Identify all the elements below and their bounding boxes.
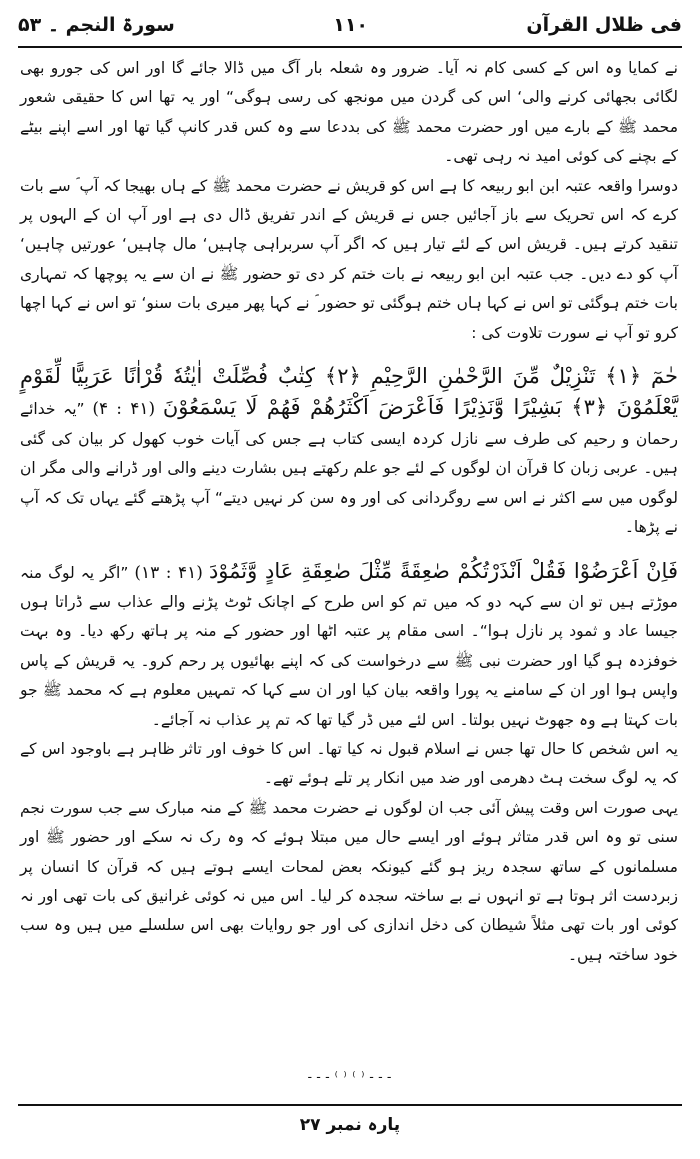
page-number: ۱۱۰ <box>333 14 369 36</box>
book-title: فی ظلال القرآن <box>526 14 682 36</box>
spacer <box>20 543 678 557</box>
quran-verse-block-1 <box>20 362 678 542</box>
page-header <box>18 8 682 42</box>
quran-verse-line-3: فَاِنْ اَعْرَضُوْا فَقُلْ اَنْذَرْتُكُمْ صٰعِقَةً مِّثْلَ صٰعِقَةِ عَادٍ وَّثَمُوْدَ <box>208 558 678 583</box>
verse-translation-1: ”یہ خدائے رحمان و رحیم کی طرف سے نازل کردہ ایسی کتاب ہے جس کی آیات خوب کھول کر بیان کی گئی ہیں۔ عربی زبان کا قرآن ان لوگوں کے لئے جو علم رکھتے ہیں بشارت دینے والی اور ڈرانے والی مگر ان لوگوں میں سے اکثر نے اس سے روگردانی کی اور وہ سن کر نہیں دیتے“ آپ پڑھتے گئے یہاں تک کہ آپ نے پڑھا۔ <box>20 400 678 537</box>
header-rule <box>18 46 682 48</box>
paragraph-1: نے کمایا وہ اس کے کسی کام نہ آیا۔ ضرور وہ شعلہ بار آگ میں ڈالا جائے گا اور اس کی جورو بھی لگائی بجھائی کرنے والی‘ اس کی گردن میں مونجھ کی رسی ہوگی“ اور یہ تھا اس کا حقیقی شعور محمد ﷺ کے بارے میں اور حضرت محمد ﷺ کی بددعا سے وہ کس قدر کانپ گیا تھا اور اسے اپنے بیٹے کے بچنے کی کوئی امید نہ رہی تھی۔ <box>20 59 678 166</box>
verse-reference-1: (۴۱ : ۴) <box>92 399 156 420</box>
quran-verse-block-2 <box>20 557 678 735</box>
section-separator: ---⁽⁾⁽⁾--- <box>305 1070 395 1085</box>
quran-verse-line-2: يَّعْلَمُوْنَ ﴿۳﴾ بَشِيْرًا وَّنَذِيْرًا فَاَعْرَضَ اَكْثَرُهُمْ فَهُمْ لَا يَسْمَعُوْنَ <box>162 395 679 420</box>
body-text <box>20 54 678 970</box>
paragraph-2: دوسرا واقعہ عتبہ ابن ابو ربیعہ کا ہے اس کو قریش نے حضرت محمد ﷺ کے ہاں بھیجا کہ آپ ؐ سے بات کرے کہ اس تحریک سے باز آجائیں جس نے قریش کے اندر تفریق ڈال دی ہے اور آپ ان کے الہوں پر تنقید کرتے ہیں۔ قریش اس کے لئے تیار ہیں کہ اگر آپ سربراہی چاہیں‘ مال چاہیں‘ عورتیں چاہیں‘ آپ کو دے دیں۔ جب عتبہ ابن ابو ربیعہ نے بات ختم کر دی تو حضور ﷺ نے ان سے یہ پوچھا کہ تمہاری بات ختم ہوگئی تو اس نے کہا ہاں ختم ہوگئی تو حضور ؐ نے کہا پھر میری بات سنو‘ تو اس نے کہا اچھا کرو تو آپ نے سورت تلاوت کی : <box>20 176 678 342</box>
footer-para-number: پارہ نمبر ۲۷ <box>299 1115 401 1135</box>
verse-translation-2: ”اگر یہ لوگ منہ موڑتے ہیں تو ان سے کہہ دو کہ میں تم کو اس طرح کے اچانک ٹوٹ پڑنے والے عذاب سے ڈراتا ہوں جیسا عاد و ثمود پر نازل ہوا“۔ اسی مقام پر عتبہ اٹھا اور حضور کے منہ پر ہاتھ رکھ دیا۔ وہ بہت خوفزدہ ہو گیا اور حضرت نبی ﷺ سے درخواست کی کہ اپنے بھائیوں پر رحم کرو۔ یہ قریش کے پاس واپس ہوا اور ان کے سامنے یہ پورا واقعہ بیان کیا اور ان سے کہا کہ تمہیں معلوم ہے کہ محمد ﷺ جو بات کہتا ہے وہ جھوٹ نہیں بولتا۔ اس لئے میں ڈر گیا تھا کہ تم پر عذاب نہ آجائے۔ <box>20 563 678 729</box>
surah-label: سورۃ النجم ۔ ۵۳ <box>18 14 175 36</box>
paragraph-6: یہی صورت اس وقت پیش آئی جب ان لوگوں نے حضرت محمد ﷺ کے منہ مبارک سے جب سورت نجم سنی تو وہ اس قدر متاثر ہوئے اور ایسے حال میں مبتلا ہوئے کہ وہ رک نہ سکے اور حضور ﷺ اور مسلمانوں کے ساتھ سجدہ ریز ہو گئے کیونکہ بعض لمحات ایسے ہوتے ہیں کہ قرآن کا انسان پر زبردست اثر ہوتا ہے تو انہوں نے بے ساختہ سجدہ کر لیا۔ اس میں نہ کوئی غرانیق کی بات تھی اور نہ کوئی اور بات تھی مثلاً شیطان کی دخل اندازی کی اور جو روایات بھی اس سلسلے میں ہیں وہ سب خود ساختہ ہیں۔ <box>20 798 678 964</box>
footer-rule <box>18 1104 682 1106</box>
spacer <box>20 348 678 362</box>
verse-reference-2: (۴۱ : ۱۳) <box>134 562 203 583</box>
quran-verse-line-1: حٰمٓ ﴿۱﴾ تَنْزِيْلٌ مِّنَ الرَّحْمٰنِ الرَّحِيْمِ ﴿۲﴾ كِتٰبٌ فُصِّلَتْ اٰيٰتُهٗ قُرْاٰنًا عَرَبِيًّا لِّقَوْمٍ <box>20 364 679 389</box>
paragraph-5: یہ اس شخص کا حال تھا جس نے اسلام قبول نہ کیا تھا۔ اس کا خوف اور تاثر ظاہر ہے باوجود اس کے کہ یہ لوگ سخت ہٹ دھرمی اور ضد میں انکار پر تلے ہوئے تھے۔ <box>20 739 678 788</box>
